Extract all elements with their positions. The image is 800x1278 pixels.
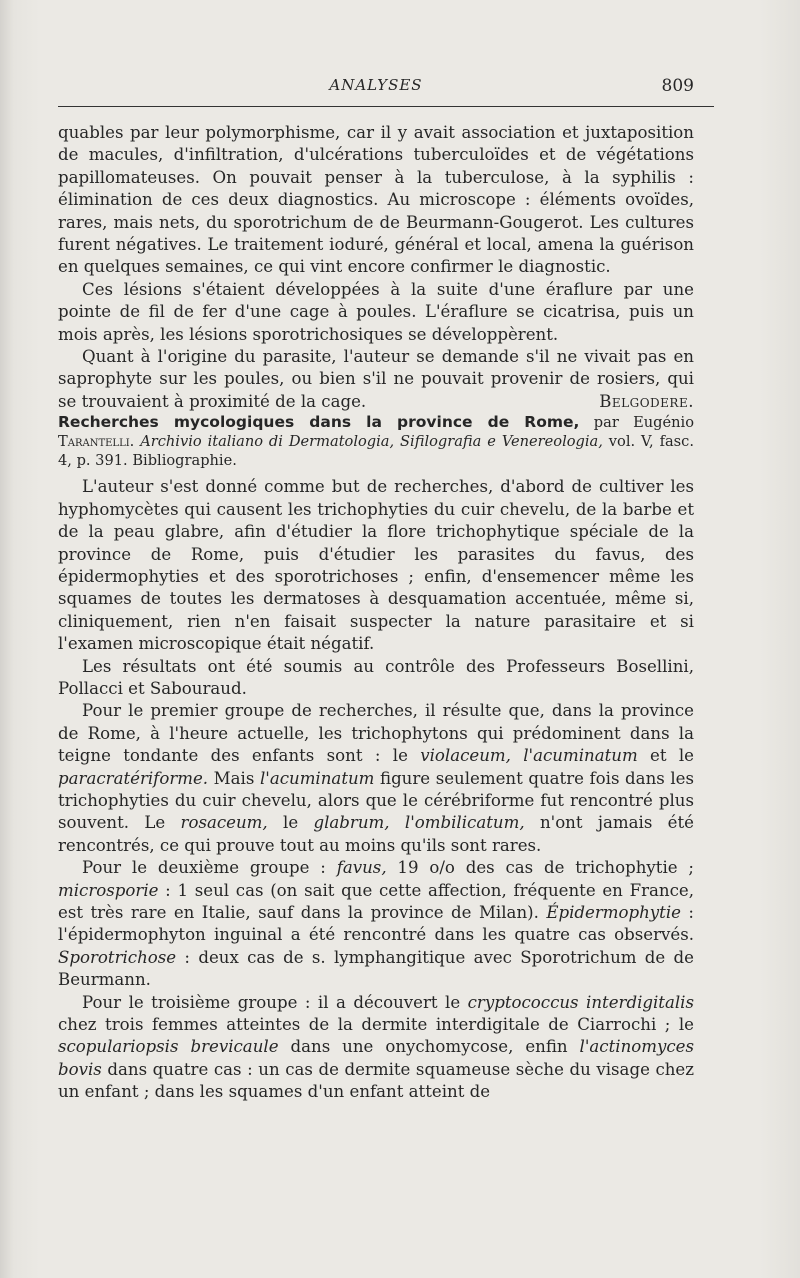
text-column	[58, 122, 694, 1104]
article-title: Recherches mycologiques dans la province de Rome,	[58, 413, 580, 432]
entry-by: par Eugénio	[579, 414, 694, 432]
paragraph: L'auteur s'est donné comme but de recherches, d'abord de cultiver les hyphomycètes qui causent les trichophyties du cuir chevelu, de la barbe et de la peau glabre, afin d'étudier la flore trichophytique spéciale de la province de Rome, puis d'étudier les parasites du favus, des épidermophyties et des sporotrichoses ; enfin, d'ensemencer même les squames de toutes les dermatoses à desquamation accentuée, même si, cliniquement, rien n'en faisait suspecter la nature parasitaire et si l'examen microscopique était négatif.	[58, 477, 694, 654]
entry-author: Tarantelli.	[58, 433, 135, 451]
running-title: ANALYSES	[329, 76, 423, 94]
paragraph: Pour le troisième groupe : il a découvert le cryptococcus interdigitalis chez trois femmes atteintes de la dermite interdigitale de Ciarrochi ; le scopulariopsis brevicaule dans une onychomycose, enfin l'actinomyces bovis dans quatre cas : un cas de dermite squameuse sèche du visage chez un enfant ; dans les squames d'un enfant atteint de	[58, 992, 694, 1102]
paragraph	[58, 346, 694, 413]
page-header	[58, 76, 694, 102]
entry-citation: vol. V, fasc. 4, p. 391. Bibliographie.	[58, 433, 694, 470]
paragraph: Pour le premier groupe de recherches, il résulte que, dans la province de Rome, à l'heure actuelle, les trichophytons qui prédominent dans la teigne tondante des enfants sont : le violaceum, l'acuminatum et le paracratériforme. Mais l'acuminatum figure seulement quatre fois dans les trichophyties du cuir chevelu, alors que le cérébriforme fut rencontré plus souvent. Le rosaceum, le glabrum, l'ombilicatum, n'ont jamais été rencontrés, ce qui prouve tout au moins qu'ils sont rares.	[58, 701, 694, 855]
reviewer-signature: Belgodere.	[599, 391, 694, 411]
entry-journal: Archivio italiano di Dermatologia, Sifilografia e Venereologia,	[134, 433, 603, 451]
page-number: 809	[661, 76, 694, 96]
paragraph-continued: quables par leur polymorphisme, car il y avait association et juxtaposition de macules, d'infiltration, d'ulcérations tuberculoïdes et de végétations papillomateuses. On pouvait penser à la tuberculose, à la syphilis : élimination de ces deux diagnostics. Au microscope : éléments ovoïdes, rares, mais nets, du sporotrichum de de Beurmann-Gougerot. Les cultures furent négatives. Le traitement ioduré, général et local, amena la guérison en quelques semaines, ce qui vint encore confirmer le diagnostic.	[58, 123, 694, 277]
header-rule	[58, 106, 714, 107]
paragraph: Les résultats ont été soumis au contrôle des Professeurs Bosellini, Pollacci et Sabouraud.	[58, 656, 694, 698]
paragraph-text: Quant à l'origine du parasite, l'auteur se demande s'il ne vivait pas en saprophyte sur les poules, ou bien s'il ne pouvait provenir de rosiers, qui se trouvaient à proximité de la cage.	[58, 347, 694, 411]
paragraph: Pour le deuxième groupe : favus, 19 o/o des cas de trichophytie ; microsporie : 1 seul cas (on sait que cette affection, fréquente en France, est très rare en Italie, sauf dans la province de Milan). Épidermophytie : l'épidermophyton inguinal a été rencontré dans les quatre cas observés. Sporotrichose : deux cas de s. lymphangitique avec Sporotrichum de de Beurmann.	[58, 858, 694, 990]
bibliographic-entry	[58, 413, 694, 470]
paragraph: Ces lésions s'étaient développées à la suite d'une éraflure par une pointe de fil de fer d'une cage à poules. L'éraflure se cicatrisa, puis un mois après, les lésions sporotrichosiques se développèrent.	[58, 279, 694, 344]
